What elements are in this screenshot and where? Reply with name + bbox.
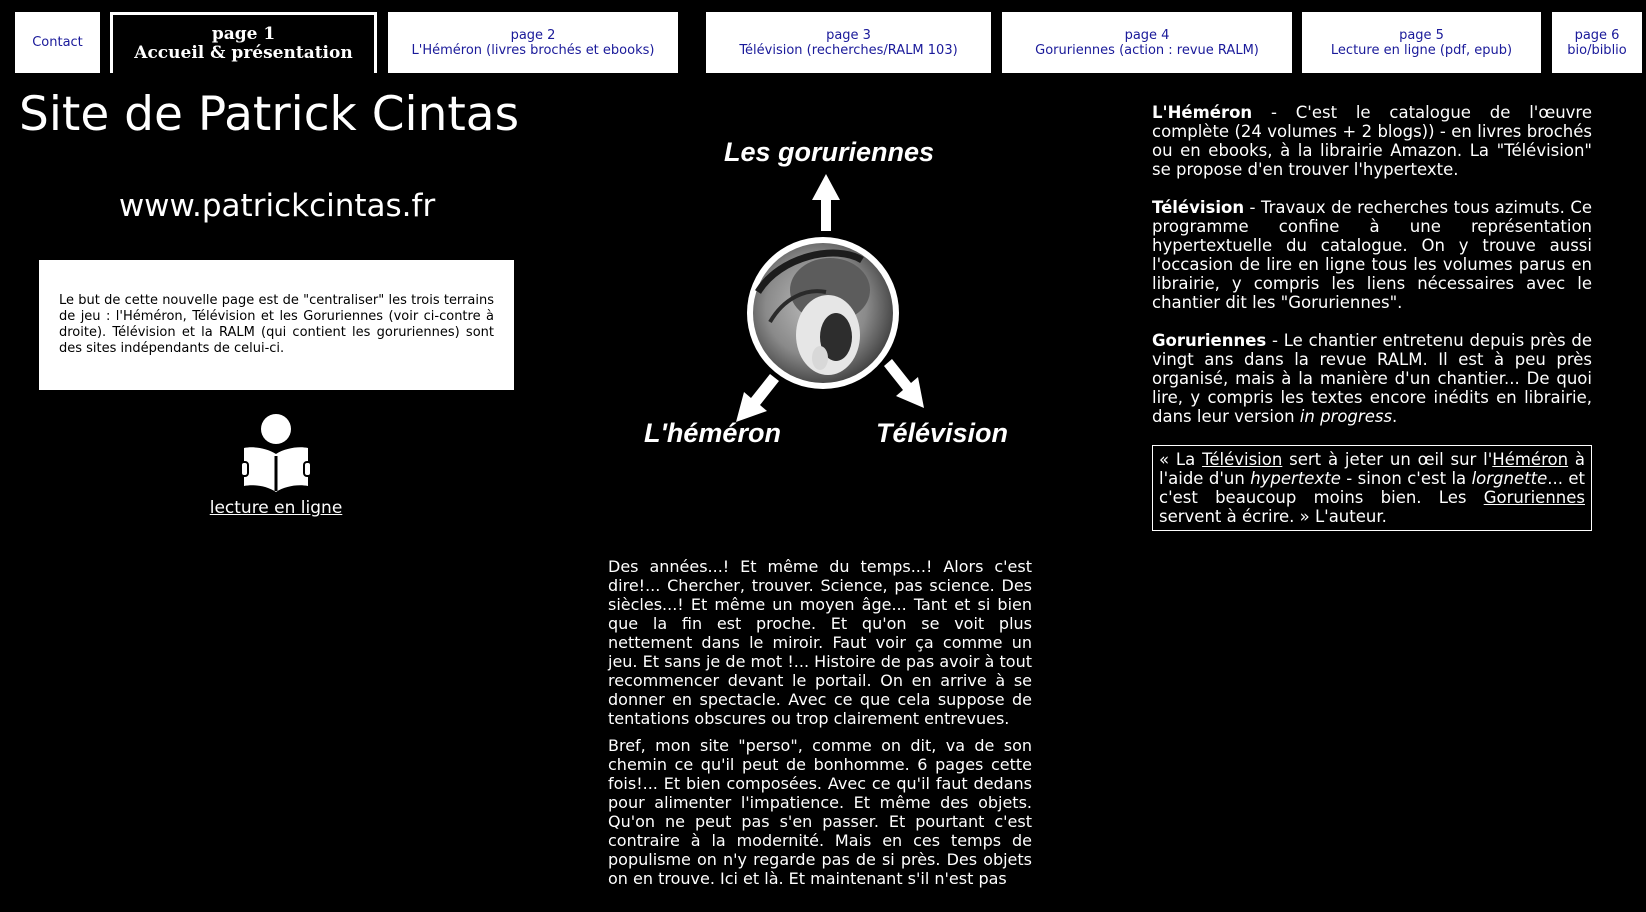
tab-page-3-number: page 3 bbox=[826, 27, 871, 43]
quote-text-2: sert à jeter un œil sur l' bbox=[1282, 450, 1493, 469]
arrow-down-left-icon bbox=[736, 374, 779, 422]
tab-page-6[interactable] bbox=[1552, 12, 1642, 73]
reader-icon bbox=[241, 412, 311, 496]
works-diagram bbox=[630, 130, 1020, 460]
goruriennes-text-end: . bbox=[1392, 407, 1398, 426]
tab-page-3-title: Télévision (recherches/RALM 103) bbox=[739, 42, 958, 58]
site-title: Site de Patrick Cintas bbox=[19, 87, 520, 142]
tab-page-2[interactable] bbox=[388, 12, 678, 73]
tab-page-6-title: bio/biblio bbox=[1567, 42, 1627, 58]
quote-text-4: - sinon c'est la bbox=[1340, 469, 1472, 488]
tab-contact[interactable] bbox=[15, 12, 100, 73]
right-column bbox=[1152, 103, 1592, 531]
tab-page-5-number: page 5 bbox=[1399, 27, 1444, 43]
tab-page-6-number: page 6 bbox=[1574, 27, 1620, 43]
television-description bbox=[1152, 198, 1592, 312]
center-text bbox=[608, 557, 1032, 896]
tab-page-2-title: L'Héméron (livres brochés et ebooks) bbox=[411, 42, 655, 58]
tab-page-4[interactable] bbox=[1002, 12, 1292, 73]
center-paragraph-2: Bref, mon site "perso", comme on dit, va de son chemin ce qu'il peut de bonhomme. 6 pages cette fois!... Et bien composées. Avec ce qu'il faut dedans pour alimenter l'impatience. Et même des objets. Qu'on ne peut pas s'en passer. Et pourtant c'est contraire à la modernité. Mais en ces temps de populisme on n'y regarde pas de si près. Des objets on en trouve. Ici et là. Et maintenant s'il n'est pas bbox=[608, 736, 1032, 888]
goruriennes-in-progress: in progress bbox=[1299, 407, 1393, 426]
tab-page-4-number: page 4 bbox=[1124, 27, 1170, 43]
hemeron-term: L'Héméron bbox=[1152, 103, 1253, 122]
author-quote-box bbox=[1152, 445, 1592, 531]
quote-lorgnette: lorgnette bbox=[1471, 469, 1548, 488]
quote-text-6: servent à écrire. » L'auteur. bbox=[1159, 507, 1387, 526]
reader-link[interactable] bbox=[201, 412, 351, 518]
tab-page-1-title: Accueil & présentation bbox=[134, 43, 353, 63]
arrow-up-icon bbox=[812, 174, 840, 231]
tab-page-5[interactable] bbox=[1302, 12, 1541, 73]
quote-link-television[interactable]: Télévision bbox=[1202, 450, 1283, 469]
tab-page-1[interactable] bbox=[110, 12, 377, 73]
tab-page-4-title: Goruriennes (action : revue RALM) bbox=[1035, 42, 1259, 58]
tab-page-5-title: Lecture en ligne (pdf, epub) bbox=[1330, 42, 1513, 58]
intro-text: Le but de cette nouvelle page est de "centraliser" les trois terrains de jeu : l'Héméron, Télévision et les Goruriennes (voir ci-contre à droite). Télévision et la RALM (qui contient les goruriennes) sont des sites indépendants de celui-ci. bbox=[59, 293, 494, 356]
diagram-label-television: Télévision bbox=[876, 418, 1009, 448]
quote-link-goruriennes[interactable]: Goruriennes bbox=[1483, 488, 1585, 507]
portrait-image bbox=[747, 237, 899, 389]
tab-page-3[interactable] bbox=[706, 12, 991, 73]
diagram-graphic bbox=[630, 130, 1020, 460]
quote-text-5: ... et c'est beaucoup moins bien. Les bbox=[1159, 469, 1586, 507]
intro-box bbox=[39, 260, 514, 390]
goruriennes-text: - Le chantier entretenu depuis près de vingt ans dans la revue RALM. Il est à peu près organisé, mais à la manière d'un chantier... De quoi lire, y compris les textes encore inédits en librairie, dans leur version bbox=[1152, 331, 1592, 426]
quote-link-hemeron[interactable]: Héméron bbox=[1492, 450, 1569, 469]
diagram-label-hemeron: L'héméron bbox=[644, 418, 781, 448]
arrow-down-right-icon bbox=[884, 359, 924, 408]
quote-text-1: « La bbox=[1159, 450, 1203, 469]
quote-hypertexte: hypertexte bbox=[1250, 469, 1341, 488]
goruriennes-term: Goruriennes bbox=[1152, 331, 1267, 350]
reader-link-label: lecture en ligne bbox=[209, 498, 343, 518]
diagram-label-goruriennes: Les goruriennes bbox=[724, 137, 935, 167]
top-tab-bar bbox=[15, 12, 1642, 73]
tab-page-2-number: page 2 bbox=[510, 27, 556, 43]
hemeron-text: - C'est le catalogue de l'œuvre complète (24 volumes + 2 blogs)) - en livres brochés ou en ebooks, à la librairie Amazon. La "Télévision" se propose d'en trouver l'hypertexte. bbox=[1152, 103, 1592, 179]
center-paragraph-1: Des années...! Et même du temps...! Alors c'est dire!... Chercher, trouver. Science, pas science. Des siècles...! Et même un moyen âge... Tant et si bien que la fin est proche. Et qu'on se voit plus nettement dans le miroir. Faut voir ça comme un jeu. Et sans je de mot !... Histoire de pas avoir à tout recommencer devant le portail. On en arrive à se donner en spectacle. Avec ce que cela suppose de tentations obscures ou trop clairement entrevues. bbox=[608, 557, 1032, 728]
hemeron-description bbox=[1152, 103, 1592, 179]
goruriennes-description bbox=[1152, 331, 1592, 426]
tab-contact-label: Contact bbox=[32, 35, 83, 50]
site-url: www.patrickcintas.fr bbox=[118, 188, 436, 224]
television-term: Télévision bbox=[1152, 198, 1245, 217]
tab-page-1-number: page 1 bbox=[211, 24, 276, 44]
quote-text-3: à l'aide d'un bbox=[1159, 450, 1586, 488]
television-text: - Travaux de recherches tous azimuts. Ce programme confine à une représentation hypertextuelle du catalogue. On y trouve aussi l'occasion de lire en ligne tous les volumes parus en librairie, y compris les liens nécessaires avec le chantier dit les "Goruriennes". bbox=[1152, 198, 1592, 312]
